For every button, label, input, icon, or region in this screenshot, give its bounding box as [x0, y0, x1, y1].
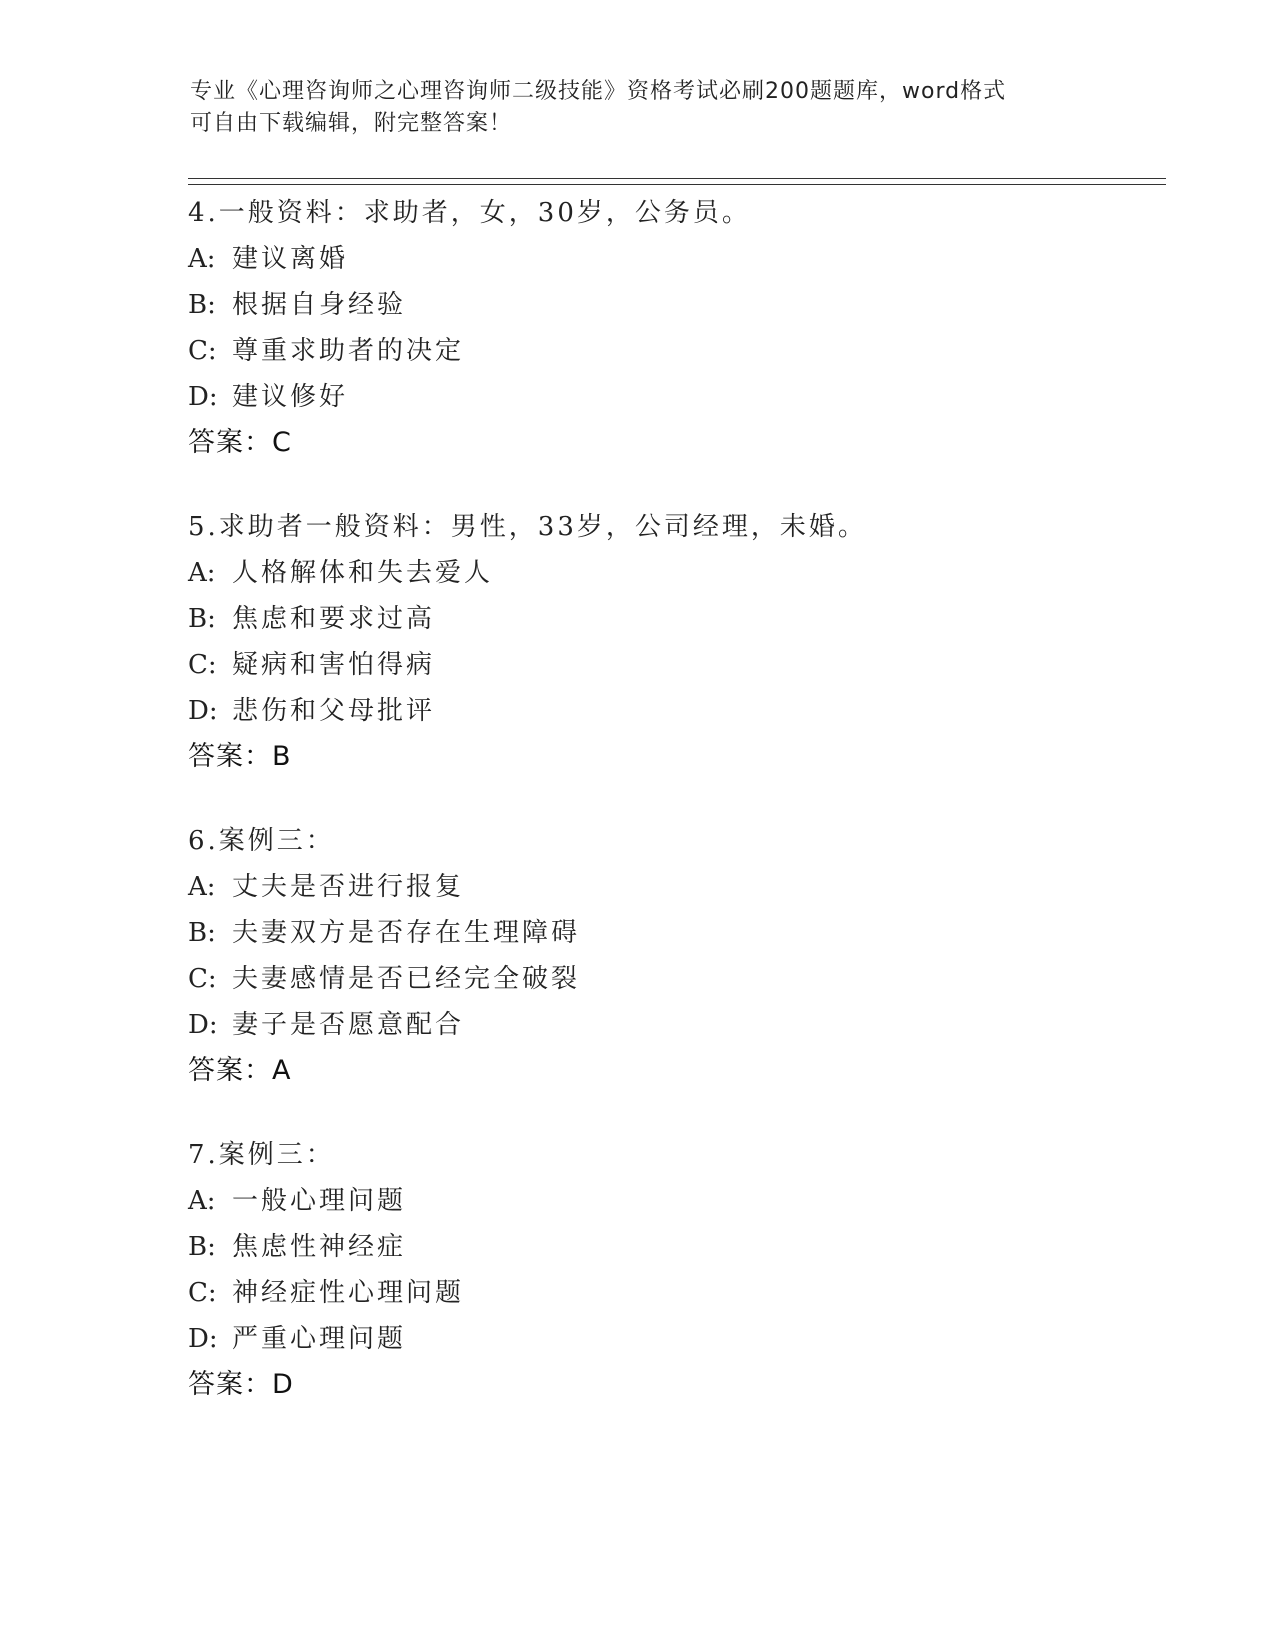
option-c	[188, 1270, 1168, 1316]
option-b	[188, 282, 1168, 328]
option-c	[188, 328, 1168, 374]
option-text: 一般心理问题	[232, 1186, 407, 1216]
header-divider-bottom	[188, 184, 1166, 185]
option-label: A:	[188, 244, 216, 274]
question-7	[188, 1132, 1168, 1408]
answer-line: 答案：B	[188, 741, 292, 772]
question-5	[188, 504, 1168, 780]
option-label: A:	[188, 872, 216, 902]
option-text: 人格解体和失去爱人	[232, 558, 494, 588]
option-label: A:	[188, 1186, 216, 1216]
option-text: 丈夫是否进行报复	[232, 872, 465, 902]
option-d	[188, 1002, 1168, 1048]
option-label: C:	[188, 1278, 217, 1308]
option-d	[188, 1316, 1168, 1362]
option-text: 悲伤和父母批评	[232, 696, 436, 726]
option-c	[188, 642, 1168, 688]
document-header	[190, 76, 1090, 140]
option-label: D:	[188, 1324, 218, 1354]
option-label: D:	[188, 382, 218, 412]
answer-line: 答案：D	[188, 1369, 294, 1400]
option-a	[188, 550, 1168, 596]
option-text: 根据自身经验	[232, 290, 407, 320]
option-text: 建议修好	[232, 382, 349, 412]
option-c	[188, 956, 1168, 1002]
option-label: C:	[188, 964, 217, 994]
question-4	[188, 190, 1168, 466]
question-stem: 6.案例三：	[188, 826, 335, 856]
option-label: A:	[188, 558, 216, 588]
option-text: 妻子是否愿意配合	[232, 1010, 465, 1040]
option-text: 尊重求助者的决定	[232, 336, 465, 366]
option-text: 焦虑性神经症	[232, 1232, 407, 1262]
option-b	[188, 596, 1168, 642]
option-d	[188, 374, 1168, 420]
option-label: D:	[188, 1010, 218, 1040]
option-a	[188, 1178, 1168, 1224]
option-a	[188, 864, 1168, 910]
question-6	[188, 818, 1168, 1094]
option-b	[188, 910, 1168, 956]
option-label: B:	[188, 918, 216, 948]
option-label: C:	[188, 336, 217, 366]
question-stem: 4.一般资料：求助者，女，30岁，公务员。	[188, 198, 751, 228]
question-stem: 5.求助者一般资料：男性，33岁，公司经理，未婚。	[188, 512, 867, 542]
answer-line: 答案：C	[188, 427, 292, 458]
option-text: 疑病和害怕得病	[232, 650, 436, 680]
answer-line: 答案：A	[188, 1055, 292, 1086]
option-label: C:	[188, 650, 217, 680]
option-d	[188, 688, 1168, 734]
question-list	[188, 190, 1168, 1446]
option-label: B:	[188, 604, 216, 634]
option-text: 夫妻感情是否已经完全破裂	[232, 964, 581, 994]
question-stem: 7.案例三：	[188, 1140, 335, 1170]
header-line-2: 可自由下载编辑，附完整答案！	[190, 111, 513, 136]
option-text: 焦虑和要求过高	[232, 604, 436, 634]
option-a	[188, 236, 1168, 282]
header-line-1: 专业《心理咨询师之心理咨询师二级技能》资格考试必刷200题题库，word格式	[190, 79, 1007, 104]
option-label: B:	[188, 1232, 216, 1262]
option-text: 神经症性心理问题	[232, 1278, 465, 1308]
option-b	[188, 1224, 1168, 1270]
option-label: D:	[188, 696, 218, 726]
option-label: B:	[188, 290, 216, 320]
option-text: 严重心理问题	[232, 1324, 407, 1354]
option-text: 夫妻双方是否存在生理障碍	[232, 918, 581, 948]
option-text: 建议离婚	[232, 244, 349, 274]
header-divider-top	[188, 178, 1166, 179]
